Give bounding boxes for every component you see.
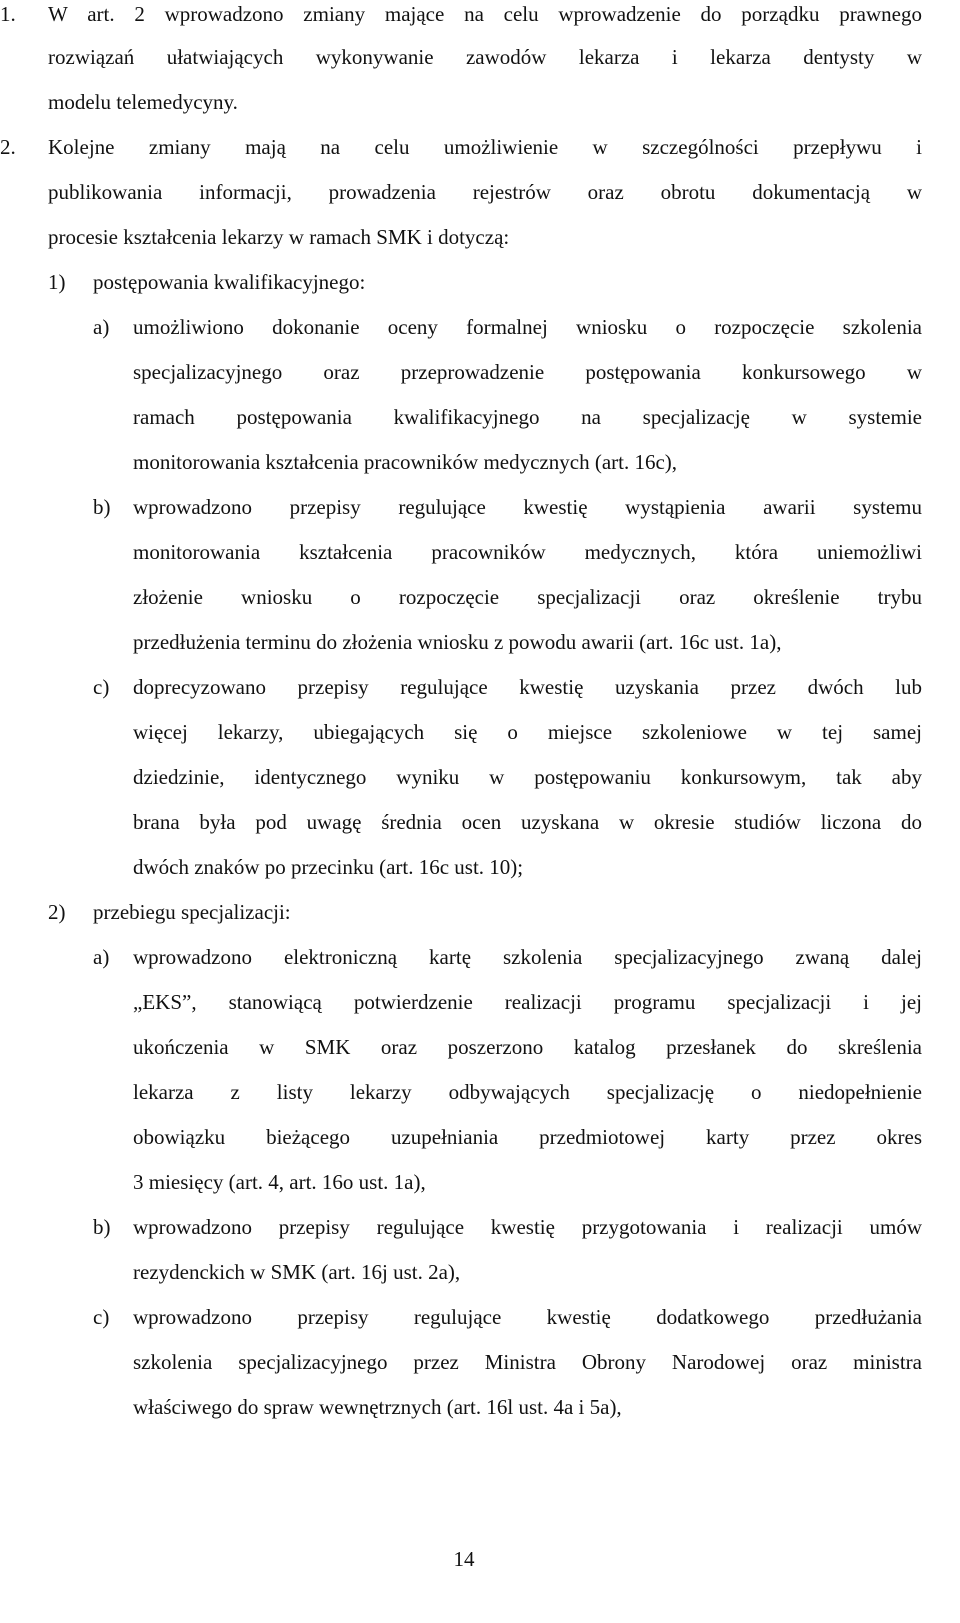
paragraph-line: W art. 2 wprowadzono zmiany mające na celu wprowadzenie do porządku prawnego [48,2,922,26]
paragraph-line: rezydenckich w SMK (art. 16j ust. 2a), [133,1260,461,1284]
list-marker-a: a) [93,315,110,339]
paragraph-line: więcej lekarzy, ubiegających się o miejsce szkoleniowe w tej samej [133,720,922,744]
paragraph-line: monitorowania kształcenia pracowników medycznych, która uniemożliwi [133,540,922,564]
paragraph-line: procesie kształcenia lekarzy w ramach SMK i dotyczą: [48,225,510,249]
page-number: 14 [453,1547,475,1571]
paragraph-line: „EKS”, stanowiącą potwierdzenie realizacji programu specjalizacji i jej [133,990,922,1014]
list-marker-1: 1) [48,270,66,294]
paragraph-line: właściwego do spraw wewnętrznych (art. 16l ust. 4a i 5a), [133,1395,622,1419]
item-number-1: 1. [0,2,16,26]
paragraph-line: brana była pod uwagę średnia ocen uzyskana w okresie studiów liczona do [133,810,922,834]
list-marker-b: b) [93,1215,111,1239]
paragraph-line: dwóch znaków po przecinku (art. 16c ust. 10); [133,855,524,879]
list-marker-c: c) [93,675,110,699]
paragraph-line: przedłużenia terminu do złożenia wniosku z powodu awarii (art. 16c ust. 1a), [133,630,782,654]
paragraph-line: lekarza z listy lekarzy odbywających specjalizację o niedopełnienie [133,1080,922,1104]
paragraph-line: umożliwiono dokonanie oceny formalnej wniosku o rozpoczęcie szkolenia [133,315,922,339]
paragraph-line: wprowadzono przepisy regulujące kwestię przygotowania i realizacji umów [133,1215,922,1239]
paragraph-line: monitorowania kształcenia pracowników medycznych (art. 16c), [133,450,678,474]
paragraph-line: ramach postępowania kwalifikacyjnego na specjalizację w systemie [133,405,922,429]
section-heading: postępowania kwalifikacyjnego: [93,270,366,294]
paragraph-line: wprowadzono elektroniczną kartę szkolenia specjalizacyjnego zwaną dalej [133,945,922,969]
item-number-2: 2. [0,135,16,159]
paragraph-line: 3 miesięcy (art. 4, art. 16o ust. 1a), [133,1170,426,1194]
paragraph-line: publikowania informacji, prowadzenia rejestrów oraz obrotu dokumentacją w [48,180,922,204]
list-marker-b: b) [93,495,111,519]
paragraph-line: modelu telemedycyny. [48,90,238,114]
paragraph-line: doprecyzowano przepisy regulujące kwestię uzyskania przez dwóch lub [133,675,922,699]
paragraph-line: dziedzinie, identycznego wyniku w postępowaniu konkursowym, tak aby [133,765,922,789]
list-marker-2: 2) [48,900,66,924]
paragraph-line: złożenie wniosku o rozpoczęcie specjalizacji oraz określenie trybu [133,585,922,609]
paragraph-line: rozwiązań ułatwiających wykonywanie zawodów lekarza i lekarza dentysty w [48,45,922,69]
paragraph-line: Kolejne zmiany mają na celu umożliwienie w szczególności przepływu i [48,135,922,159]
section-heading: przebiegu specjalizacji: [93,900,291,924]
list-marker-a: a) [93,945,110,969]
paragraph-line: wprowadzono przepisy regulujące kwestię wystąpienia awarii systemu [133,495,922,519]
paragraph-line: specjalizacyjnego oraz przeprowadzenie postępowania konkursowego w [133,360,922,384]
paragraph-line: wprowadzono przepisy regulujące kwestię dodatkowego przedłużania [133,1305,922,1329]
paragraph-line: szkolenia specjalizacyjnego przez Ministra Obrony Narodowej oraz ministra [133,1350,922,1374]
list-marker-c: c) [93,1305,110,1329]
paragraph-line: ukończenia w SMK oraz poszerzono katalog przesłanek do skreślenia [133,1035,922,1059]
paragraph-line: obowiązku bieżącego uzupełniania przedmiotowej karty przez okres [133,1125,922,1149]
